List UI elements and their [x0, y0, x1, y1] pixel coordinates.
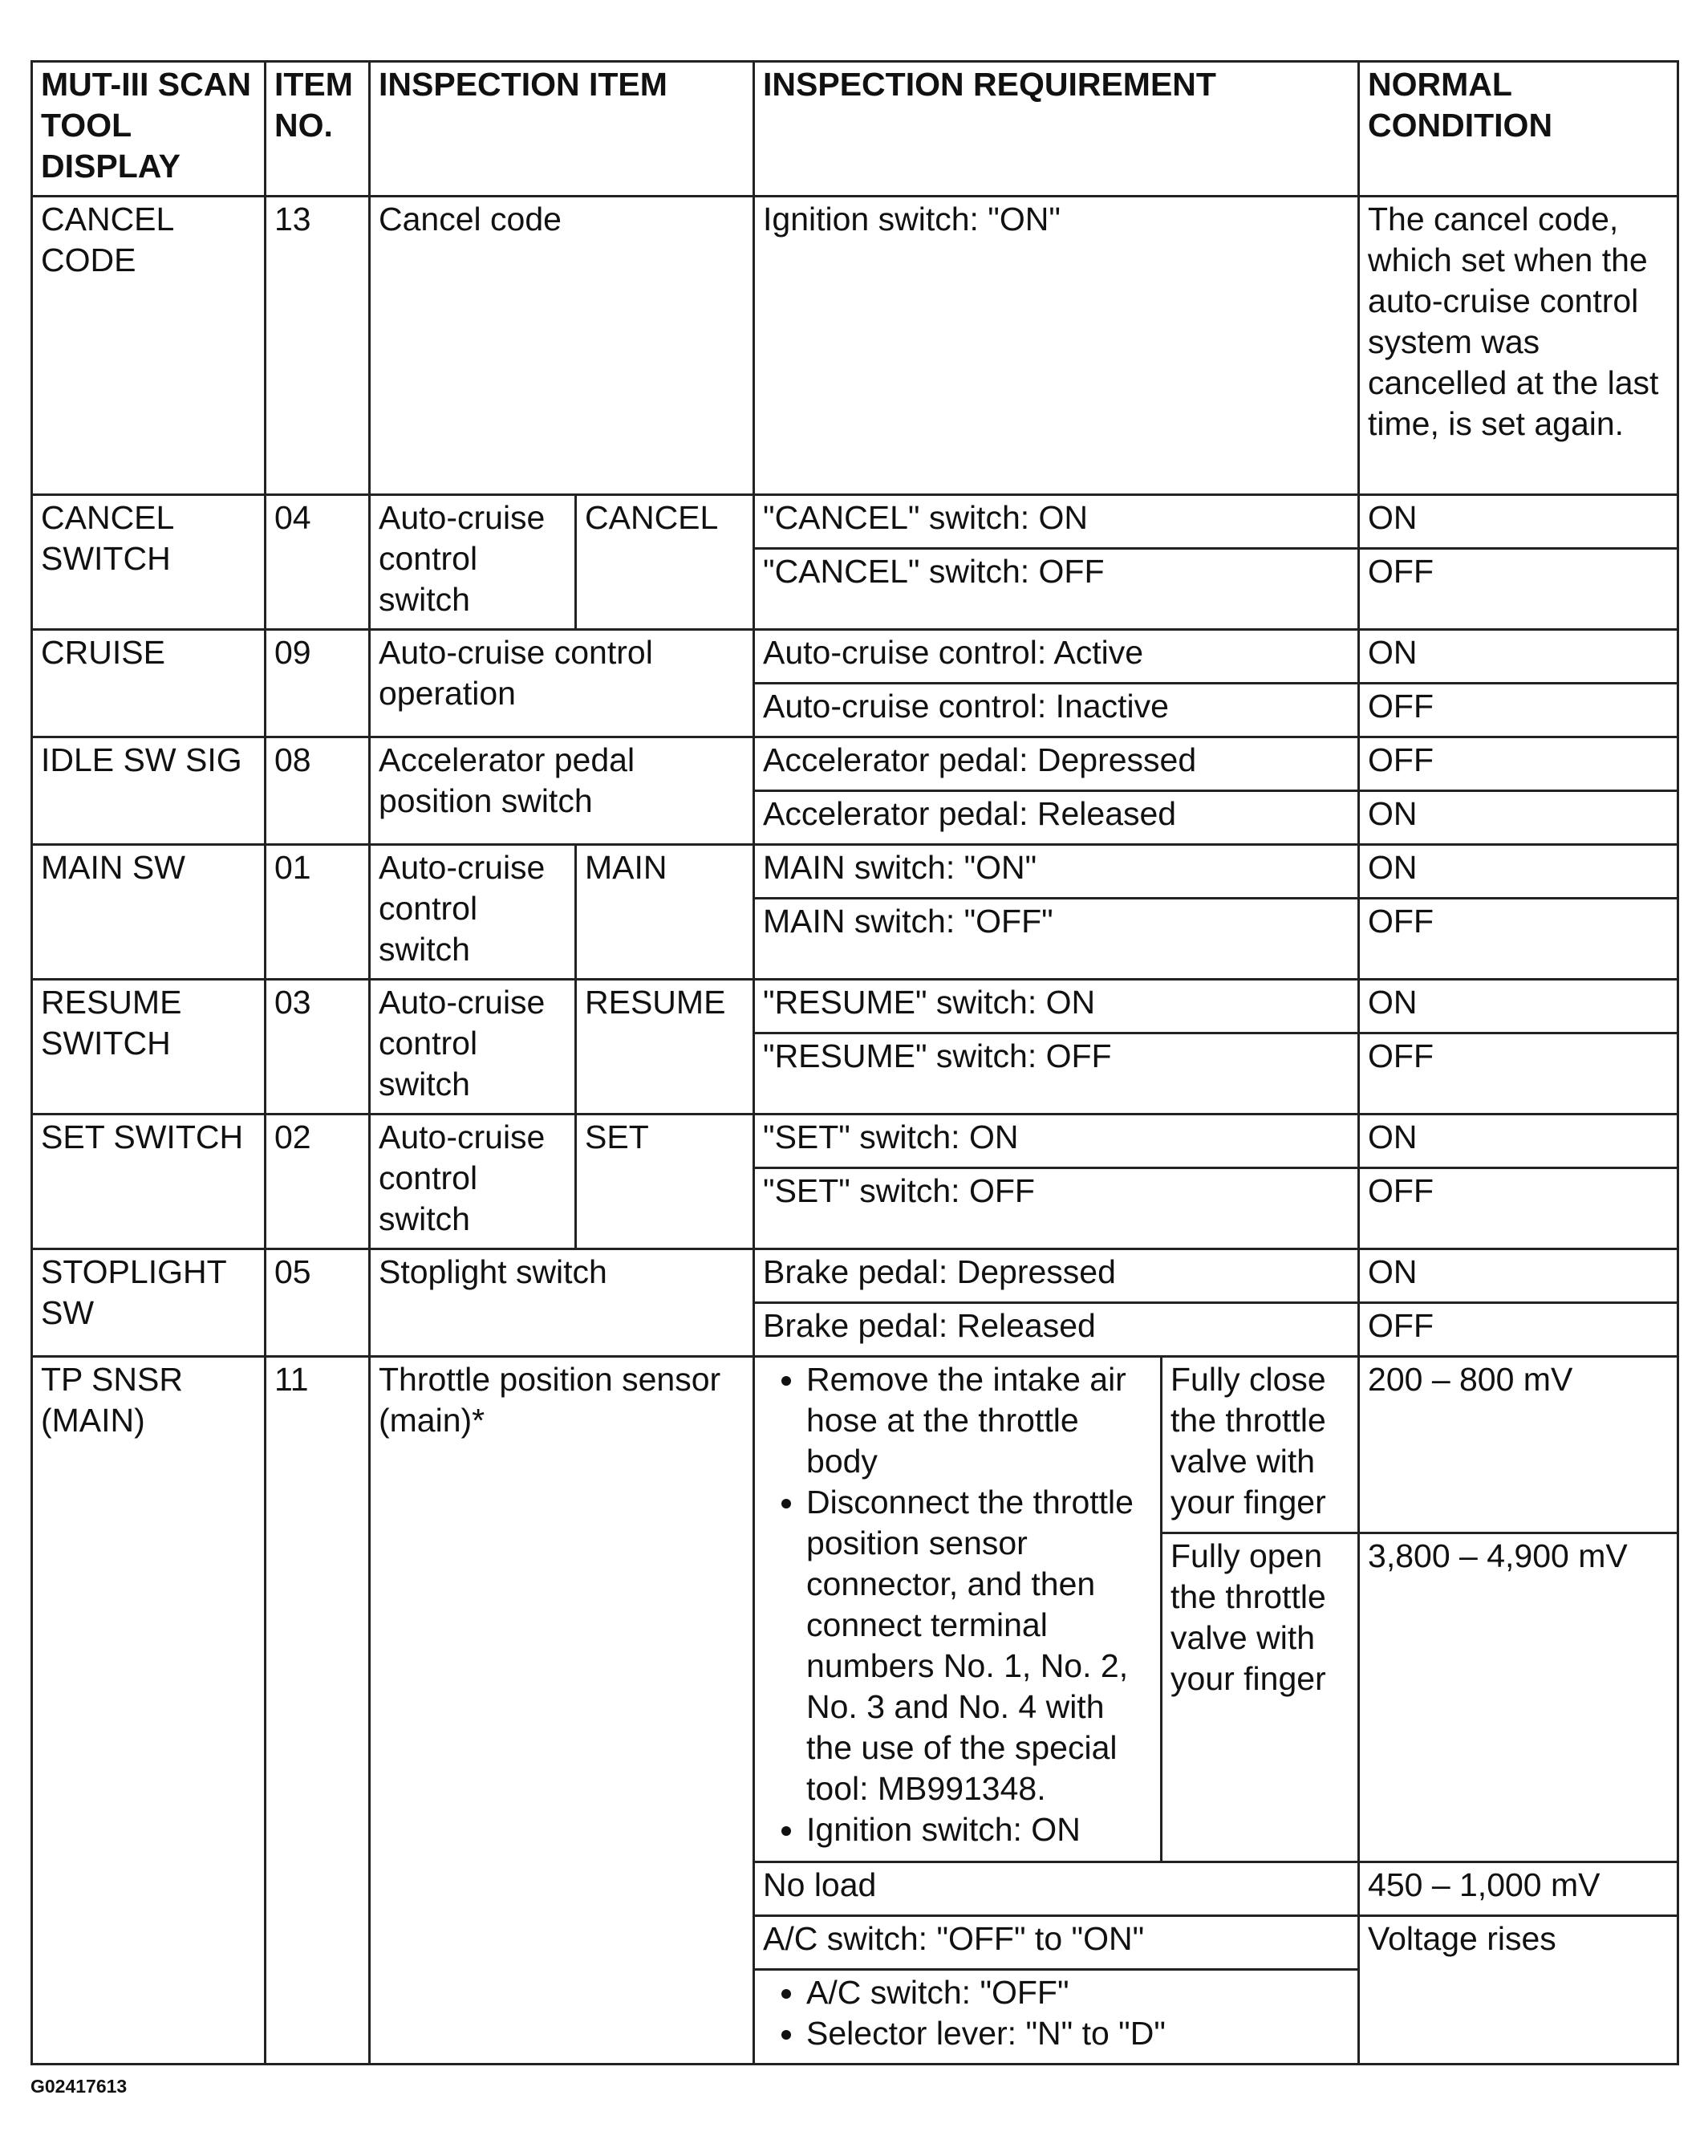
requirement-cell: Accelerator pedal: Depressed	[754, 737, 1359, 791]
requirement-cell: Ignition switch: "ON"	[754, 197, 1359, 495]
item-no-cell: 03	[266, 980, 370, 1115]
requirement-cell	[754, 1970, 1359, 2065]
header-item-no: ITEM NO.	[266, 62, 370, 197]
requirement-procedure-cell	[754, 1357, 1162, 1862]
header-row	[32, 62, 1678, 197]
condition-cell: ON	[1359, 845, 1678, 899]
condition-cell: ON	[1359, 980, 1678, 1033]
header-normal-condition: NORMAL CONDITION	[1359, 62, 1678, 197]
inspection-item-cell: Auto-cruise control switch	[370, 980, 576, 1115]
display-cell: CANCEL CODE	[32, 197, 266, 495]
requirement-subcell: Fully close the throttle valve with your finger	[1162, 1357, 1359, 1533]
inspection-item-cell: Auto-cruise control switch	[370, 1115, 576, 1249]
display-cell: IDLE SW SIG	[32, 737, 266, 845]
requirement-cell: "CANCEL" switch: ON	[754, 495, 1359, 549]
display-cell: MAIN SW	[32, 845, 266, 980]
requirement-cell: Auto-cruise control: Active	[754, 630, 1359, 684]
requirement-cell: Brake pedal: Released	[754, 1303, 1359, 1357]
requirement-cell: MAIN switch: "OFF"	[754, 899, 1359, 980]
condition-cell: OFF	[1359, 684, 1678, 737]
condition-cell: ON	[1359, 630, 1678, 684]
condition-cell: OFF	[1359, 1168, 1678, 1249]
inspection-subitem-cell: SET	[576, 1115, 754, 1249]
item-no-cell: 08	[266, 737, 370, 845]
inspection-table	[30, 60, 1679, 2065]
item-no-cell: 01	[266, 845, 370, 980]
item-no-cell: 13	[266, 197, 370, 495]
condition-cell: 200 – 800 mV	[1359, 1357, 1678, 1533]
requirement-cell: "RESUME" switch: OFF	[754, 1033, 1359, 1115]
procedure-list	[763, 1359, 1152, 1850]
requirement-cell: Accelerator pedal: Released	[754, 791, 1359, 845]
requirement-cell: Brake pedal: Depressed	[754, 1249, 1359, 1303]
requirement-cell: "RESUME" switch: ON	[754, 980, 1359, 1033]
condition-cell: OFF	[1359, 1033, 1678, 1115]
list-item: • Selector lever: "N" to "D"	[806, 2013, 1349, 2054]
condition-cell: OFF	[1359, 737, 1678, 791]
table-row	[32, 1249, 1678, 1303]
condition-cell: 3,800 – 4,900 mV	[1359, 1533, 1678, 1862]
list-item: • Remove the intake air hose at the throttle body	[806, 1359, 1152, 1482]
inspection-item-cell: Auto-cruise control switch	[370, 495, 576, 630]
inspection-subitem-cell: RESUME	[576, 980, 754, 1115]
condition-cell: The cancel code, which set when the auto-cruise control system was cancelled at the last time, is set again.	[1359, 197, 1678, 495]
display-cell: SET SWITCH	[32, 1115, 266, 1249]
header-inspection-requirement: INSPECTION REQUIREMENT	[754, 62, 1359, 197]
display-cell: TP SNSR (MAIN)	[32, 1357, 266, 2065]
item-no-cell: 09	[266, 630, 370, 737]
item-no-cell: 05	[266, 1249, 370, 1357]
display-cell: STOPLIGHT SW	[32, 1249, 266, 1357]
item-no-cell: 04	[266, 495, 370, 630]
inspection-item-cell: Accelerator pedal position switch	[370, 737, 754, 845]
figure-id: G02417613	[30, 2076, 128, 2097]
requirement-cell: "SET" switch: OFF	[754, 1168, 1359, 1249]
requirement-cell: A/C switch: "OFF" to "ON"	[754, 1916, 1359, 1970]
inspection-item-cell: Auto-cruise control operation	[370, 630, 754, 737]
condition-cell: ON	[1359, 495, 1678, 549]
header-display: MUT-III SCAN TOOL DISPLAY	[32, 62, 266, 197]
display-cell: CANCEL SWITCH	[32, 495, 266, 630]
requirement-cell: MAIN switch: "ON"	[754, 845, 1359, 899]
list-item: • Disconnect the throttle position sensor connector, and then connect terminal numbers No. 1, No. 2, No. 3 and No. 4 with the use of the special tool: MB991348.	[806, 1482, 1152, 1809]
inspection-item-cell: Cancel code	[370, 197, 754, 495]
table-row	[32, 737, 1678, 791]
condition-cell: Voltage rises	[1359, 1916, 1678, 2065]
table-row	[32, 845, 1678, 899]
requirement-subcell: Fully open the throttle valve with your finger	[1162, 1533, 1359, 1862]
list-item: • A/C switch: "OFF"	[806, 1972, 1349, 2013]
table-row	[32, 630, 1678, 684]
condition-cell: 450 – 1,000 mV	[1359, 1862, 1678, 1916]
item-no-cell: 11	[266, 1357, 370, 2065]
condition-cell: ON	[1359, 1115, 1678, 1168]
list-item: • Ignition switch: ON	[806, 1809, 1152, 1850]
condition-cell: OFF	[1359, 1303, 1678, 1357]
inspection-subitem-cell: MAIN	[576, 845, 754, 980]
inspection-item-cell: Throttle position sensor (main)*	[370, 1357, 754, 2065]
display-cell: RESUME SWITCH	[32, 980, 266, 1115]
table-row	[32, 1115, 1678, 1168]
inspection-item-cell: Stoplight switch	[370, 1249, 754, 1357]
item-no-cell: 02	[266, 1115, 370, 1249]
table-row	[32, 1357, 1678, 1533]
table-row	[32, 980, 1678, 1033]
inspection-item-cell: Auto-cruise control switch	[370, 845, 576, 980]
requirement-cell: "SET" switch: ON	[754, 1115, 1359, 1168]
inspection-subitem-cell: CANCEL	[576, 495, 754, 630]
table-row	[32, 495, 1678, 549]
condition-cell: OFF	[1359, 549, 1678, 630]
requirement-cell: Auto-cruise control: Inactive	[754, 684, 1359, 737]
requirement-cell: No load	[754, 1862, 1359, 1916]
condition-cell: ON	[1359, 791, 1678, 845]
table-row	[32, 197, 1678, 495]
condition-cell: ON	[1359, 1249, 1678, 1303]
header-inspection-item: INSPECTION ITEM	[370, 62, 754, 197]
requirement-cell: "CANCEL" switch: OFF	[754, 549, 1359, 630]
display-cell: CRUISE	[32, 630, 266, 737]
condition-cell: OFF	[1359, 899, 1678, 980]
selector-list	[763, 1972, 1349, 2054]
